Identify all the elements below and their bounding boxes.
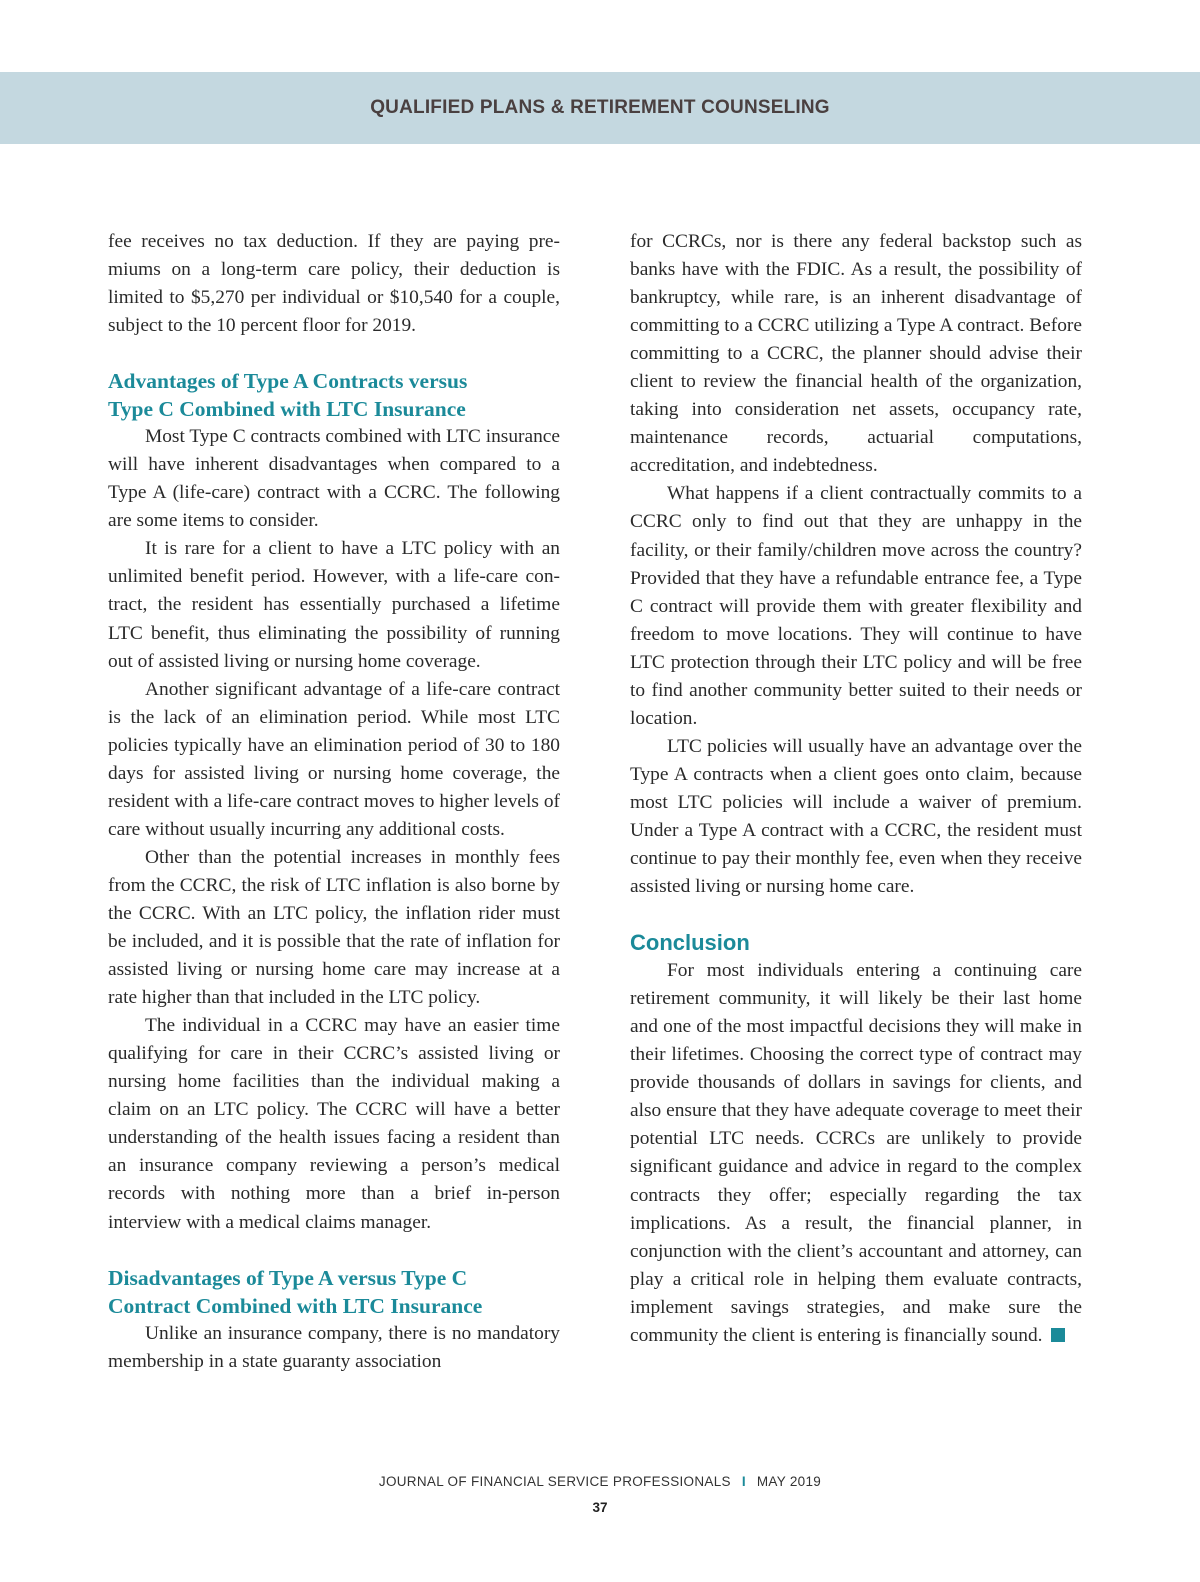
body-paragraph: What happens if a client contractually commits to a CCRC only to find out that they are unhappy in the facility, or their family/children move across the country? Provided that they have a refundable entrance fee, a Type C contract will provide them with greater flexibility and freedom to move locations. They will continue to have LTC protection through their LTC policy and will be free to find another community better suited to their needs or location. <box>630 483 1082 729</box>
page-number: 37 <box>592 1500 608 1515</box>
left-column <box>108 228 560 1376</box>
conclusion-heading: Conclusion <box>630 930 750 956</box>
end-of-article-square-icon <box>1051 1328 1065 1342</box>
section-title: QUALIFIED PLANS & RETIREMENT COUNSELING <box>370 97 830 118</box>
body-paragraph: It is rare for a client to have a LTC policy with an unlimited benefit period. However, with a life-care contract, the resident has essentially purchased a lifetime LTC benefit, thus eliminating the possibility of running out of assisted living or nursing home coverage. <box>108 538 560 672</box>
disadvantages-heading <box>108 1264 560 1320</box>
body-paragraph: The individual in a CCRC may have an easier time qualifying for care in their CCRC’s assisted living or nursing home facilities than the individual making a claim on an LTC policy. The CCRC will have a better understanding of the health issues facing a resident than an insurance company reviewing a person’s medical records with nothing more than a brief in-person interview with a medical claims manager. <box>108 1015 560 1233</box>
conclusion-text: For most individuals entering a continuing care retirement community, it will likely be their last home and one of the most impactful decisions they will make in their lifetimes. Choosing the correct type of contract may provide thousands of dollars in savings for clients, and also ensure that they have adequate coverage to meet their potential LTC needs. CCRCs are unlikely to provide significant guidance and advice in regard to the complex contracts they offer; especially regarding the tax implications. As a result, the financial planner, in conjunction with the client’s accountant and attorney, can play a critical role in helping them evaluate contracts, implement savings strategies, and make sure the community the client is entering is financially sound. <box>630 960 1082 1346</box>
issue-date: MAY 2019 <box>756 1474 822 1489</box>
disadvantages-heading-line1: Disadvantages of Type A versus Type C <box>108 1265 468 1290</box>
body-paragraph: Other than the potential increases in monthly fees from the CCRC, the risk of LTC inflation is also borne by the CCRC. With an LTC policy, the inflation rider must be included, and it is possible that the rate of inflation for assisted living or nursing home care may increase at a rate higher than that included in the LTC policy. <box>108 846 560 1009</box>
conclusion-paragraph <box>630 957 1082 1350</box>
footer <box>0 1474 1200 1489</box>
body-paragraph: Another significant advantage of a life-care contract is the lack of an elimination period. While most LTC policies typically have an elimination period of 30 to 180 days for assisted living or nursing home coverage, the resident with a life-care contract moves to higher levels of care without usually incurring any additional costs. <box>108 678 560 840</box>
intro-paragraph: fee receives no tax deduction. If they are paying premiums on a long-term care policy, their deduction is limited to $5,270 per individual or $10,540 for a couple, subject to the 10 percent floor for 2019. <box>108 231 560 337</box>
body-paragraph: Unlike an insurance company, there is no mandatory membership in a state guaranty association <box>108 1322 560 1372</box>
body-paragraph: LTC policies will usually have an advantage over the Type A contracts when a client goes onto claim, because most LTC policies will include a waiver of premium. Under a Type A contract with a CCRC, the resident must continue to pay their monthly fee, even when they receive assisted living or nursing home care. <box>630 735 1082 898</box>
header-banner <box>0 72 1200 144</box>
advantages-heading-line2: Type C Combined with LTC Insurance <box>108 397 466 422</box>
continuation-paragraph: for CCRCs, nor is there any federal backstop such as banks have with the FDIC. As a result, the possibility of bankruptcy, while rare, is an inherent disadvantage of committing to a CCRC utilizing a Type A contract. Before committing to a CCRC, the planner should advise their client to review the financial health of the organization, taking into consideration net assets, occupancy rate, maintenance records, actuarial computations, accreditation, and indebtedness. <box>630 231 1082 477</box>
right-column <box>630 228 1082 1350</box>
footer-separator: I <box>741 1474 746 1489</box>
journal-name: JOURNAL OF FINANCIAL SERVICE PROFESSIONALS <box>378 1474 731 1489</box>
body-paragraph: Most Type C contracts combined with LTC insurance will have inherent disadvantages when compared to a Type A (life-care) contract with a CCRC. The following are some items to consider. <box>108 426 560 532</box>
advantages-heading <box>108 367 560 423</box>
advantages-heading-line1: Advantages of Type A Contracts versus <box>108 369 468 394</box>
disadvantages-heading-line2: Contract Combined with LTC Insurance <box>108 1293 483 1318</box>
